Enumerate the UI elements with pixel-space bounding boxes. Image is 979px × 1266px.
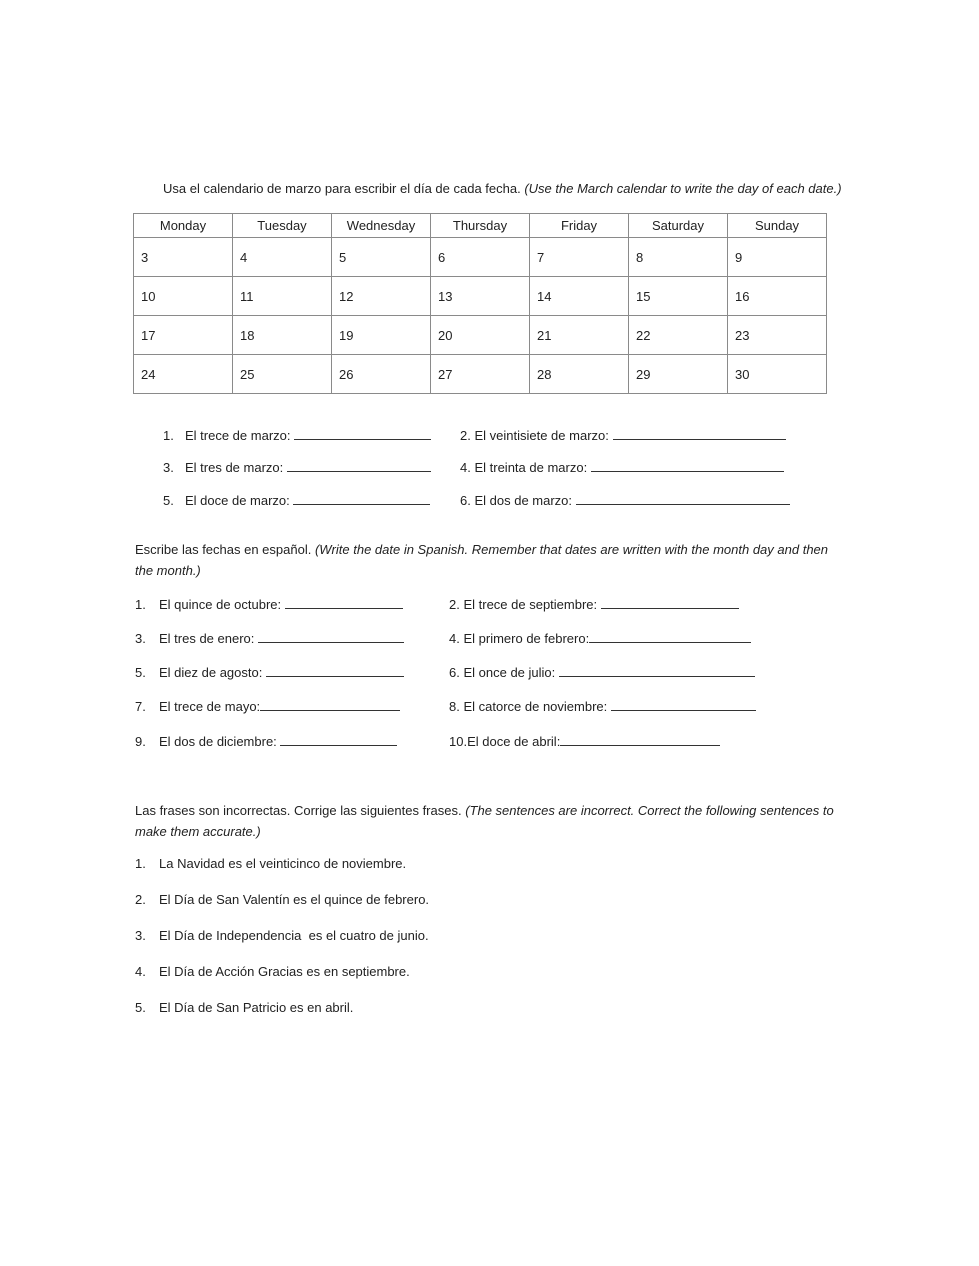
- calendar-date-cell: 29: [629, 355, 728, 394]
- calendar-date-cell: 20: [431, 316, 530, 355]
- calendar-date-cell: 6: [431, 238, 530, 277]
- calendar-date-cell: 30: [728, 355, 827, 394]
- day-header: Friday: [530, 214, 629, 238]
- s2-item-1: 1. El quince de octubre:: [135, 596, 403, 612]
- s1-item-3: 3. El tres de marzo:: [163, 459, 431, 475]
- section2-instruction: Escribe las fechas en español. (Write the date in Spanish. Remember that dates are written with the month day and then the month.): [135, 542, 829, 578]
- answer-blank[interactable]: [559, 664, 755, 677]
- calendar-week-row: [134, 238, 827, 277]
- answer-blank[interactable]: [591, 459, 784, 472]
- answer-blank[interactable]: [294, 427, 431, 440]
- s3-item-1: 1. La Navidad es el veinticinco de noviembre.: [135, 856, 407, 871]
- day-header: Thursday: [431, 214, 530, 238]
- day-header: Tuesday: [233, 214, 332, 238]
- calendar-date-cell: 28: [530, 355, 629, 394]
- answer-blank[interactable]: [611, 698, 756, 711]
- s2-item-5: 5. El diez de agosto:: [135, 664, 404, 680]
- s2-item-6: 6. El once de julio:: [449, 664, 755, 680]
- calendar-date-cell: 5: [332, 238, 431, 277]
- s2-item-3: 3. El tres de enero:: [135, 630, 404, 646]
- s2-item-4: 4. El primero de febrero:: [449, 630, 751, 646]
- answer-blank[interactable]: [287, 459, 431, 472]
- s2-item-8: 8. El catorce de noviembre:: [449, 698, 756, 714]
- s2-item-7: 7. El trece de mayo:: [135, 698, 400, 714]
- calendar-date-cell: 12: [332, 277, 431, 316]
- day-header: Sunday: [728, 214, 827, 238]
- calendar-date-cell: 21: [530, 316, 629, 355]
- calendar-date-cell: 17: [134, 316, 233, 355]
- calendar-header-row: [134, 214, 827, 238]
- answer-blank[interactable]: [266, 664, 404, 677]
- answer-blank[interactable]: [589, 630, 751, 643]
- calendar-date-cell: 27: [431, 355, 530, 394]
- s3-item-5: 5. El Día de San Patricio es en abril.: [135, 1000, 354, 1015]
- day-header: Wednesday: [332, 214, 431, 238]
- calendar-date-cell: 3: [134, 238, 233, 277]
- s1-item-1: 1. El trece de marzo:: [163, 427, 431, 443]
- answer-blank[interactable]: [258, 630, 404, 643]
- calendar-date-cell: 11: [233, 277, 332, 316]
- day-header: Monday: [134, 214, 233, 238]
- calendar-date-cell: 4: [233, 238, 332, 277]
- s1-item-2: 2. El veintisiete de marzo:: [460, 427, 786, 443]
- calendar-date-cell: 26: [332, 355, 431, 394]
- section3-instruction: Las frases son incorrectas. Corrige las siguientes frases. (The sentences are incorrect. Correct the following sentences to make them accurate.): [135, 803, 834, 839]
- s3-item-4: 4. El Día de Acción Gracias es en septiembre.: [135, 964, 410, 979]
- answer-blank[interactable]: [560, 733, 720, 746]
- calendar-date-cell: 7: [530, 238, 629, 277]
- calendar-date-cell: 10: [134, 277, 233, 316]
- calendar-date-cell: 9: [728, 238, 827, 277]
- answer-blank[interactable]: [285, 596, 403, 609]
- calendar-date-cell: 15: [629, 277, 728, 316]
- calendar-date-cell: 8: [629, 238, 728, 277]
- calendar-week-row: [134, 355, 827, 394]
- answer-blank[interactable]: [576, 492, 790, 505]
- answer-blank[interactable]: [293, 492, 430, 505]
- s3-item-2: 2. El Día de San Valentín es el quince de febrero.: [135, 892, 430, 907]
- calendar-date-cell: 16: [728, 277, 827, 316]
- calendar-date-cell: 22: [629, 316, 728, 355]
- answer-blank[interactable]: [601, 596, 739, 609]
- s2-item-10: 10.El doce de abril:: [449, 733, 720, 749]
- s1-item-6: 6. El dos de marzo:: [460, 492, 790, 508]
- calendar-date-cell: 13: [431, 277, 530, 316]
- march-calendar: [133, 213, 827, 394]
- s1-item-5: 5. El doce de marzo:: [163, 492, 430, 508]
- s1-item-4: 4. El treinta de marzo:: [460, 459, 784, 475]
- section1-instruction: Usa el calendario de marzo para escribir el día de cada fecha. (Use the March calendar to write the day of each date.): [163, 181, 842, 196]
- s2-item-9: 9. El dos de diciembre:: [135, 733, 397, 749]
- s3-item-3: 3. El Día de Independencia es el cuatro de junio.: [135, 928, 429, 943]
- calendar-date-cell: 19: [332, 316, 431, 355]
- calendar-date-cell: 24: [134, 355, 233, 394]
- s2-item-2: 2. El trece de septiembre:: [449, 596, 739, 612]
- answer-blank[interactable]: [280, 733, 397, 746]
- calendar-date-cell: 23: [728, 316, 827, 355]
- calendar-date-cell: 25: [233, 355, 332, 394]
- answer-blank[interactable]: [260, 698, 400, 711]
- day-header: Saturday: [629, 214, 728, 238]
- calendar-week-row: [134, 316, 827, 355]
- calendar-week-row: [134, 277, 827, 316]
- calendar-date-cell: 14: [530, 277, 629, 316]
- answer-blank[interactable]: [613, 427, 786, 440]
- calendar-date-cell: 18: [233, 316, 332, 355]
